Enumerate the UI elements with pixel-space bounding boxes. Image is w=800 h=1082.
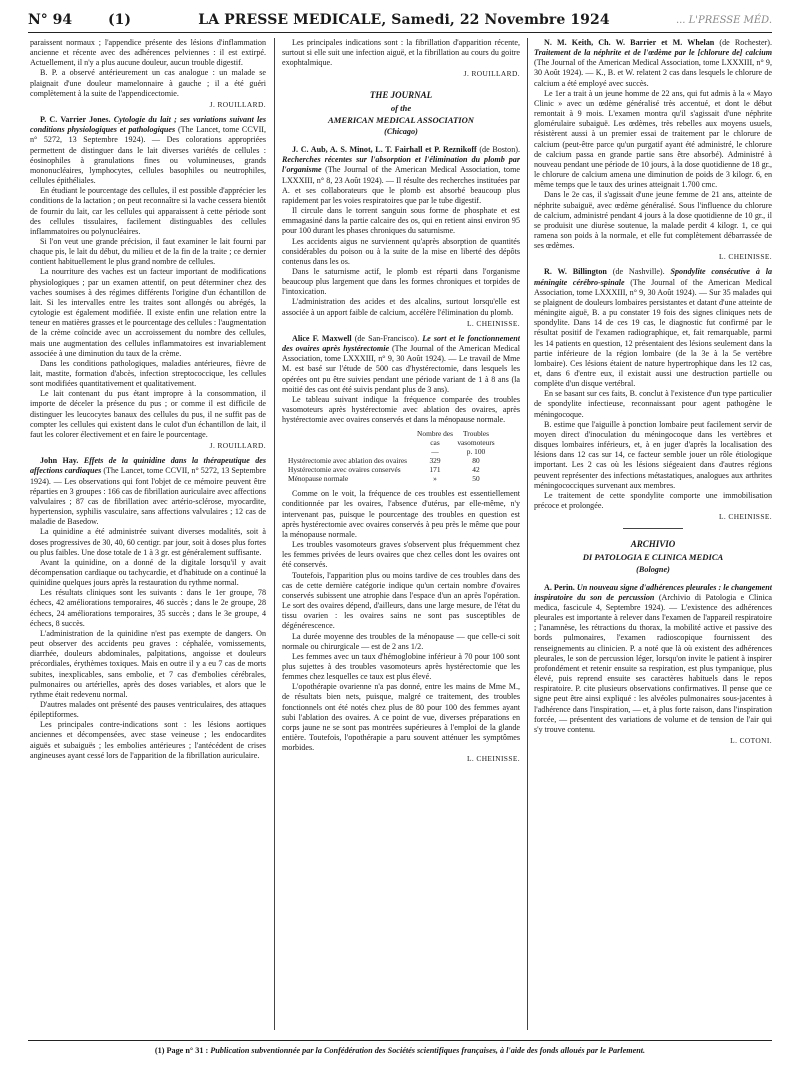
journal-city: (Chicago) <box>384 126 418 136</box>
article-title: Cytologie du lait ; ses variations suivant les conditions physiologiques et pathologiques <box>30 115 266 135</box>
paragraph: Il circule dans le torrent sanguin sous forme de phosphate et est emmagasiné dans la partie calcaire des os, qui en retient ainsi environ 95 pour 100 durant les phases chroniques du saturnisme. <box>282 206 520 236</box>
article-reference: (The Lancet, tome CCVII, n° 5272, 13 Septembre 1924). — Les observations qui font l'objet de ce mémoire peuvent être réparties en 3 groupes : 166 cas de fibrillation auriculaire avec affections valvulaires ; 87 cas de fibrillation avec artério-sclérose, myocardite, hypertension, syphilis vasculaire, sans affections valvulaires ; 12 cas de maladie de Basedow. <box>30 466 266 527</box>
table-cell: 329 <box>429 456 441 466</box>
paragraph: Les femmes avec un taux d'hémoglobine inférieur à 70 pour 100 sont plus sujettes à des troubles vasomoteurs après hystérectomie que les femmes chez lesquelles ce taux est plus élevé. <box>282 651 520 682</box>
article-author: R. W. Billington <box>544 267 607 277</box>
table-row <box>288 456 498 465</box>
article-author: Alice F. Maxwell <box>292 333 352 343</box>
header-stamp: ... L'PRESSE MÉD. <box>675 14 772 26</box>
paragraph: Le traitement de cette spondylite comporte une immobilisation précoce et prolongée. <box>534 490 772 511</box>
article-title: Recherches récentes sur l'absorption et l'élimination du plomb par l'organisme <box>282 155 520 175</box>
paragraph: La durée moyenne des troubles de la ménopause — que celle-ci soit normale ou chirurgicale — est de 2 ans 1/2. <box>282 631 520 651</box>
signature: L. CHEINISSE. <box>718 512 772 522</box>
article-reference: (The Journal of the American Medical Association, tome LXXXIII, n° 9, 30 Août 1924). — Le travail de Mme M. est basé sur l'étude de 500 cas d'hystérectomie, dans lesquels les opérées ont pu être suivies pendant une période variant de 1 à 8 ans (la moitié des cas ont été suivis pendant plus de 3 ans). <box>282 344 520 394</box>
article-title: Traitement de la néphrite et de l'œdème par le [chlorure de] calcium <box>534 48 772 58</box>
signature: J. ROUILLARD. <box>209 99 266 109</box>
column-3 <box>534 38 772 1034</box>
table-cell-label: Ménopause normale <box>288 474 349 484</box>
article-varrier-jones <box>30 115 266 186</box>
journal-heading-name: AMERICAN MEDICAL ASSOCIATION <box>328 114 474 125</box>
paragraph: En étudiant le pourcentage des cellules, il est possible d'apprécier les conditions de la lactation ; on peut reconnaître si la vache cessera bientôt de fournir du lait, car les cellules qui apparaissent à cette période sont des cellules tissulaires, facilement distinguables des cellules inflammatoires ou polynucléaires. <box>30 186 266 236</box>
column-divider <box>274 38 275 1030</box>
paragraph: En se basant sur ces faits, B. conclut à l'existence d'un type particulier de spondylite infectieuse, reconnaissant pour agent pathogène le méningocoque. <box>534 389 772 419</box>
article-reference: (The Journal of the American Medical Association, tome LXXXIII, n° 8, 23 Août 1924). — Il résulte des recherches instituées par A. et ses collaborateurs que le plomb est absorbé beaucoup plus rapidement par les voies respiratoires que par le tube digestif. <box>282 165 520 205</box>
article-title: Le sort et le fonctionnement des ovaires après hystérectomie <box>282 333 520 354</box>
paragraph: Comme on le voit, la fréquence de ces troubles est essentiellement conditionnée par les ovaires, l'absence d'utérus, par elle-même, n'y intervenant pas, puisque le pourcentage des troubles en question est après hystérectomie avec ovaires conservés à peu près le même que pour la ménopause normale. <box>282 489 520 539</box>
table-cell: » <box>433 474 437 484</box>
article-reference: (Archivio di Patologia e Clinica medica, fascicule 4, Septembre 1924). — L'existence des adhérences pleurales est importante à relever dans l'examen de l'appareil respiratoire ; l'anamnèse, les rétractions du thorax, la mobilité active et passive des bords pulmonaires, l'examen radioscopique fournissent des renseignements au clinicien. P. a noté que là où existent des adhérences pleurales, le son de percussion léger, lorsqu'on invite le patient à inspirer profondément et retenir ensuite sa respiration, est plus tympanique, plus élevé, puis reprend ensuite ses caractères habituels dans le repos respiratoire. P. cite plusieurs observations confirmatives. Il pense que ce signe peut être ainsi expliqué : les alvéoles pulmonaires sous-jacentes à l'adhérence dans l'inspiration, — et, à plus forte raison, dans l'inspiration forcée, — présentent des variations de volume et de tension de l'air qui s'y trouve contenu. <box>534 592 772 734</box>
journal-heading: ARCHIVIO <box>630 539 676 550</box>
signature: L. CHEINISSE. <box>718 252 772 262</box>
article-location: (de Boston). <box>479 145 520 155</box>
article-reference: (The Lancet, tome CCVII, n° 5272, 13 Septembre 1924). — Des colorations appropriées permettent de distinguer dans le lait diverses variétés de cellules : éosinophiles à granulations fines ou volumineuses, grands mononucléaires, lymphocytes, cellules basophiles ou neutrophiles, cellules épithéliales. <box>30 125 266 186</box>
table-column-header: Nombre des cas <box>417 429 453 448</box>
table-unit: p. 100 <box>466 447 486 457</box>
paragraph: Les principales contre-indications sont : les lésions aortiques anciennes et décompensées, avec stase veineuse ; les endocardites aiguës et subaiguës ; les embolies antérieures ; l'antécédent de crises angineuses ayant cessé lors de l'apparition de la fibrillation auriculaire. <box>30 720 266 760</box>
paragraph: Dans les conditions pathologiques, maladies antérieures, fièvre de lait, mastite, formation d'abcès, infection streptococcique, les cellules sont modifiées quantitativement et qualitativement. <box>30 358 266 389</box>
paragraph: Dans le saturnisme actif, le plomb est réparti dans l'organisme beaucoup plus largement que dans les formes chroniques et torpides de l'intoxication. <box>282 266 520 297</box>
table-cell: 171 <box>429 465 441 475</box>
footer-text: Publication subventionnée par la Confédération des Sociétés scientifiques françaises, à l'aide des fonds alloués par le Parlement. <box>210 1046 646 1055</box>
article-location: (de Nashville). <box>612 267 665 277</box>
journal-heading-name: DI PATOLOGIA E CLINICA MEDICA <box>582 552 724 563</box>
page-header <box>28 8 772 33</box>
paragraph: Le 1er a trait à un jeune homme de 22 ans, qui fut admis à la « Mayo Clinic » avec un œdème généralisé très accentué, et dont le début remontait à 9 mois. L'examen montra qu'il s'agissait d'une néphrite glomérulaire subaiguë. Les œdèmes, très rebelles aux moyens usuels, résistèrent aussi à un premier essai de traitement par le chlorure de calcium (peut-être parce qu'un purgatif ayant été administré, le chlorure de calcium passa en grande partie sans être absorbé). Administré à nouveau pendant une période de 10 jours, à la dose quotidienne de 18 gr., le chlorure de calcium amena une diminution de poids de 3 kilogr. 6, en même temps que le taux des urines atteignait 1.700 cmc. <box>534 88 772 190</box>
column-divider <box>527 38 528 1030</box>
paragraph: Le tableau suivant indique la fréquence comparée des troubles vasomoteurs après hystérectomie avec ablation des ovaires, après hystérectomie avec ovaires conservés et dans la ménopause normale. <box>282 394 520 425</box>
paragraph: La nourriture des vaches est un facteur important de modifications physiologiques ; par un examen attentif, on peut déterminer chez des vaches soumises à des régimes différents l'origine d'un échantillon de lait. Si les intervalles entre les traites sont allongés ou abrégés, la cytologie est également modifiée. Il existe enfin une relation entre la teneur en matières grasses et le pourcentage des cellules : l'augmentation de la crème coïncide avec un accroissement du nombre des cellules, mais une augmentation des cellules inflammatoires est invariablement associée à une diminution du taux de la crème. <box>30 267 266 358</box>
paragraph: Toutefois, l'apparition plus ou moins tardive de ces troubles dans des cas de cette dernière catégorie indique qu'un certain nombre d'ovaires conservés subissent une atrophie dans l'espace d'un an après l'opération. Le sort des ovaires dépend, d'ailleurs, dans une large mesure, de l'état du tissu ovarien : les ovaires sains ne sont pas susceptibles de dégénérescence. <box>282 570 520 631</box>
article-author: N. M. Keith, Ch. W. Barrier et M. Whelan <box>544 38 715 47</box>
article-john-hay <box>30 456 266 527</box>
signature: L. CHEINISSE. <box>466 754 520 764</box>
article-author: A. Perin. <box>544 582 575 592</box>
table-cell: 50 <box>472 474 480 484</box>
paragraph: Avant la quinidine, on a donné de la digitale lorsqu'il y avait décompensation cardiaque ou tachycardie, et d'habitude on a continué la quinidine quelques jours après la restauration du rythme normal. <box>30 557 266 588</box>
article-reference: (The Journal of the American Medical Association, tome LXXXIII, n° 9, 30 Août 1924). — K., B. et W. relatent 2 cas dans lesquels le chlorure de calcium a été employé avec succès. <box>534 58 772 88</box>
article-billington <box>534 267 772 389</box>
paragraph: L'administration de la quinidine n'est pas exempte de dangers. On peut observer des accidents peu graves : céphalée, vomissements, diarrhée, douleurs abdominales, palpitations, angoisse et douleurs précordiales, érythèmes toxiques. Mais en outre il y a eu 7 cas de morts subites, inexplicables, sans embolie, et 7 cas d'embolies cérébrales, pulmonaires ou artérielles, après des doses variables, et alors que le rythme était redevenu normal. <box>30 628 266 699</box>
table-subheader: — p. 100 <box>288 447 498 456</box>
column-1 <box>30 38 266 1034</box>
table-row <box>288 474 498 483</box>
signature: L. CHEINISSE. <box>466 318 520 328</box>
article-perin <box>534 583 772 735</box>
paragraph: L'administration des acides et des alcalins, surtout lorsqu'elle est associée à un apport faible de calcium, accélère l'élimination du plomb. <box>282 297 520 317</box>
issue-number: N° 94 <box>28 12 73 28</box>
journal-heading: THE JOURNAL <box>369 89 433 100</box>
table-cell-label: Hystérectomie avec ovaires conservés <box>288 465 401 475</box>
journal-city: (Bologne) <box>636 564 670 574</box>
table-cell: 42 <box>472 465 480 475</box>
page-reference: (1) <box>108 12 131 28</box>
article-author: J. C. Aub, A. S. Minot, L. T. Fairhall et P. Reznikoff <box>292 145 477 155</box>
signature: L. COTONI. <box>730 736 772 745</box>
paragraph: Si l'on veut une grande précision, il faut examiner le lait fourni par chaque pis, le lait du début, du milieu et de la fin de la traite ; ce dernier contient habituellement le plus grand nombre de cellules. <box>30 236 266 267</box>
paragraph: La quinidine a été administrée suivant diverses modalités, soit à doses progressives de 30, 40, 60 centigr. par jour, soit à doses plus fortes ou plus faibles. Une dose totale de 1 à 3 gr. est généralement suffisante. <box>30 527 266 557</box>
newspaper-title: LA PRESSE MEDICALE, Samedi, 22 Novembre 1924 <box>198 12 610 28</box>
paragraph: Dans le 2e cas, il s'agissait d'une jeune femme de 21 ans, atteinte de néphrite subaiguë, avec œdème généralisé. Sous l'influence du chlorure de calcium, administré pendant 4 jours à la dose quotidienne de 10 gr., il se produisit une diurèse soutenue, la malade perdit 4 kilogr. 1, ce qui ramena son poids à la normale, et elle fut complètement débarrassée de ses œdèmes. <box>534 190 772 251</box>
article-location: (de Rochester). <box>719 38 772 47</box>
article-author: John Hay. <box>40 456 79 466</box>
paragraph: B. P. a observé antérieurement un cas analogue : un malade se plaignait d'une douleur mamelonnaire à gauche ; il a été guéri complètement à la suite de l'appendicectomie. <box>30 68 266 98</box>
article-maxwell <box>282 334 520 395</box>
article-keith <box>534 38 772 89</box>
paragraph: Les accidents aigus ne surviennent qu'après absorption de quantités considérables du poison ou à la suite de la mise en liberté des dépôts contenus dans les os. <box>282 236 520 266</box>
article-title: Spondylite consécutive à la méningite cérébro-spinale <box>534 267 772 287</box>
article-author: P. C. Varrier Jones. <box>40 115 111 125</box>
table-column-header: Troubles vasomoteurs <box>457 429 495 448</box>
table-cell-label: Hystérectomie avec ablation des ovaires <box>288 456 408 466</box>
paragraph: Les résultats cliniques sont les suivants : dans le 1er groupe, 78 échecs, 42 améliorations temporaires, 46 succès ; dans le 2e groupe, 28 échecs, 24 améliorations temporaires, 35 succès ; dans le 3e groupe, 4 échecs, 8 succès. <box>30 588 266 628</box>
column-2 <box>282 38 520 1034</box>
article-title: Un nouveau signe d'adhérences pleurales : le changement inspiratoire du son de percussion <box>534 582 772 602</box>
paragraph: L'opothérapie ovarienne n'a pas donné, entre les mains de Mme M., de résultats bien nets, puisque, malgré ce traitement, des troubles fonctionnels ont été notés chez plus de 80 pour 100 des femmes ayant subi l'ablation des ovaires. A ce point de vue, diverses préparations en corps jaune ne se sont pas montrées supérieures à l'emploi de la glande entière. Toutefois, l'opothérapie a paru souvent atténuer les symptômes morbides. <box>282 682 520 753</box>
paragraph: Le lait contenant du pus étant impropre à la consommation, il importe de déceler la présence du pus ; or comme il est difficile de distinguer les leucocytes banaux des cellules du pus, il ne suffit pas de compter les cellules qui existent dans le culot d'un échantillon de lait, il faut les colorer électivement et en faire le pourcentage. <box>30 389 266 439</box>
paragraph: Les principales indications sont : la fibrillation d'apparition récente, surtout si elle suit une infection aiguë, et la fibrillation au cours du goitre exophtalmique. <box>282 38 520 68</box>
paragraph: paraissent normaux ; l'appendice présente des lésions d'inflammation ancienne et récente avec des adhérences pelviennes : il est extirpé. Actuellement, il n'y a plus aucune douleur, aucun trouble digestif. <box>30 38 266 68</box>
signature: J. ROUILLARD. <box>463 69 520 79</box>
data-table <box>288 429 498 483</box>
journal-heading-of: of the <box>390 102 412 113</box>
paragraph: Les troubles vasomoteurs graves s'observent plus fréquemment chez les femmes privées de leurs ovaires que chez celles dont les ovaires ont été conservés. <box>282 540 520 570</box>
article-aub <box>282 145 520 206</box>
table-cell: 80 <box>472 456 480 466</box>
table-row <box>288 465 498 474</box>
section-separator <box>623 528 683 529</box>
signature: J. ROUILLARD. <box>209 441 266 451</box>
article-reference: (The Journal of the American Medical Association, tome LXXXIII, n° 9, 30 Août 1924). — Sur 35 malades qui se plaignent de douleurs lombaires persistantes et datant d'une atteinte de méningite aiguë, B. a pu constater 19 fois des signes cliniques nets de spondylite. Dans 14 de ces 19 cas, le diagnostic fut confirmé par le résultat positif de l'examen radiographique, et, fait remarquable, parmi les 14 patients en question, 12 présentaient des lésions seulement dans la partie inférieure de la région lombaire (de la 3e à la 5e vertèbre lombaire). Ces lésions étaient de nature hypertrophique dans les 12 cas, et, dans 6 d'entre eux, il existait aussi une destruction partielle ou complète d'un disque vertébral. <box>534 277 772 389</box>
article-location: (de San-Francisco). <box>354 333 420 343</box>
table-header <box>288 429 498 447</box>
footer-label: (1) Page n° 31 : <box>154 1046 209 1055</box>
page-footer <box>28 1040 772 1055</box>
paragraph: D'autres malades ont présenté des pauses ventriculaires, des attaques épileptiformes. <box>30 700 266 720</box>
paragraph: B. estime que l'aiguille à ponction lombaire peut facilement servir de moyen direct d'inoculation du méningocoque dans les vertèbres et disques lombaires inférieurs, et, à en juger d'après la localisation des lésions dans 12 cas sur 14, ce facteur semble jouer un rôle étiologique important. Les 2 cas où les lésions siégeaient dans d'autres régions peuvent représenter des infections métastatiques, analogues aux arthrites méningococciques survenant aux membres. <box>534 419 772 490</box>
article-title: Effets de la quinidine dans la thérapeutique des affections cardiaques <box>30 456 266 476</box>
